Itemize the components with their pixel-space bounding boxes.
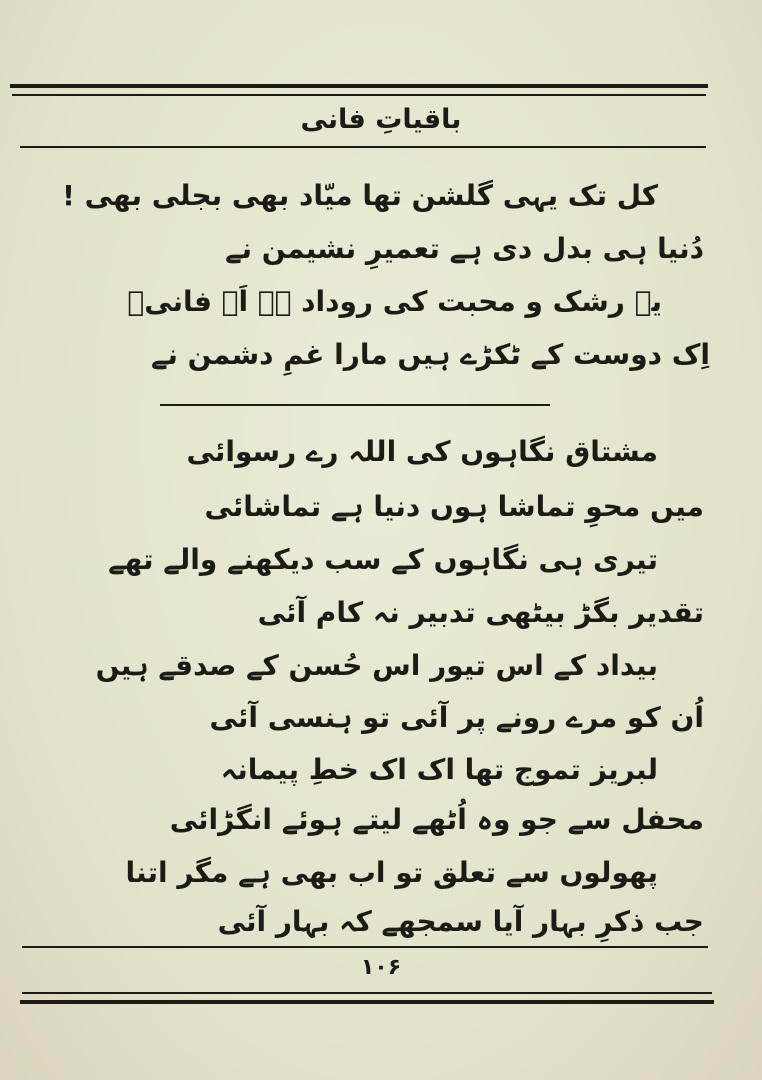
verse-line: جب ذکرِ بہار آیا سمجھے کہ بہار آئی bbox=[217, 905, 704, 938]
footer-rule bbox=[22, 946, 708, 948]
top-rule-thick bbox=[10, 84, 708, 88]
running-header-title: باقیاتِ فانی bbox=[300, 104, 462, 135]
verse-line: پھولوں سے تعلق تو اب بھی ہے مگر اتنا bbox=[125, 856, 658, 889]
verse-line: کل تک یہی گلشن تھا میّاد بھی بجلی بھی ! bbox=[62, 179, 658, 212]
verse-line: اُن کو مرے رونے پر آئی تو ہنسی آئی bbox=[209, 701, 704, 734]
bottom-rule-thin bbox=[22, 992, 712, 994]
header-underline bbox=[20, 146, 706, 148]
verse-line: لبریز تموج تھا اک اک خطِ پیمانہ bbox=[220, 753, 658, 786]
verse-line: میں محوِ تماشا ہوں دنیا ہے تماشائی bbox=[204, 490, 704, 523]
section-divider bbox=[160, 404, 550, 406]
verse-line: محفل سے جو وہ اُٹھے لیتے ہوئے انگڑائی bbox=[169, 803, 704, 836]
verse-line: مشتاق نگاہوں کی اللہ رے رسوائی bbox=[186, 435, 658, 468]
page-number: ۱۰۶ bbox=[360, 955, 402, 980]
verse-line: اِک دوست کے ٹکڑے ہیں مارا غمِ دشمن نے bbox=[151, 338, 710, 371]
verse-line: یہ رشک و محبت کی روداد ہے اَے فانیؔ bbox=[127, 285, 662, 318]
bottom-rule-thick bbox=[20, 1000, 714, 1004]
verse-line: دُنیا ہی بدل دی ہے تعمیرِ نشیمن نے bbox=[225, 232, 704, 265]
verse-line: بیداد کے اس تیور اس حُسن کے صدقے ہیں bbox=[95, 649, 658, 682]
top-rule-thin bbox=[12, 94, 706, 96]
verse-line: تیری ہی نگاہوں کے سب دیکھنے والے تھے bbox=[108, 543, 658, 576]
verse-line: تقدیر بگڑ بیٹھی تدبیر نہ کام آئی bbox=[257, 596, 704, 629]
